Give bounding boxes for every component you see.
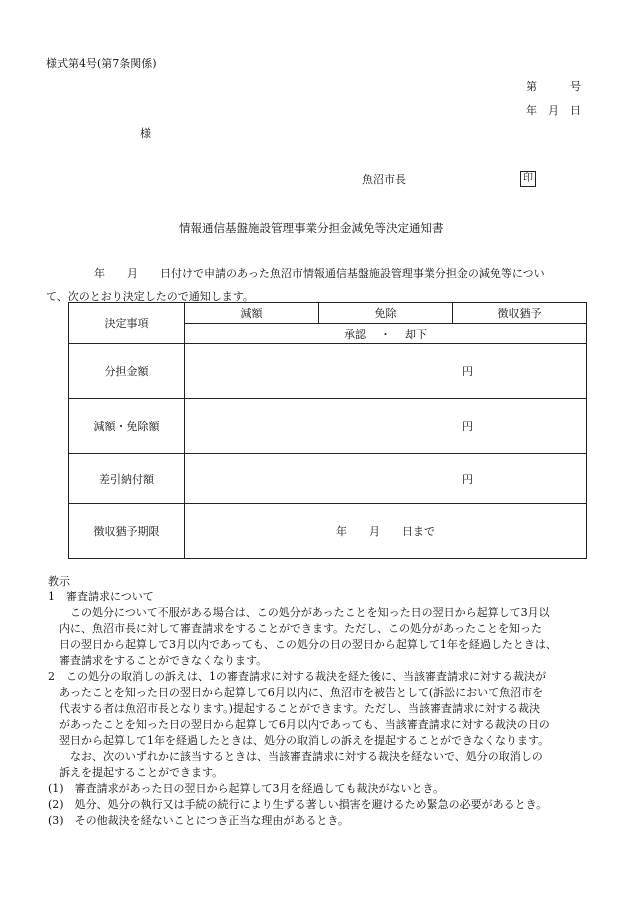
decision-label-cell: [69, 303, 185, 344]
body-text-line-1: 年 月 日付けで申請のあった魚沼市情報通信基盤施設管理事業分担金の減免等につい: [94, 267, 545, 280]
row-label: 分担金額: [69, 344, 185, 399]
notes-heading: 教示: [48, 575, 70, 588]
table-row: [69, 454, 587, 504]
row-label: 徴収猶予期限: [69, 504, 185, 559]
issue-date: 年 月 日: [526, 104, 581, 117]
row-value: 円: [185, 344, 587, 399]
decision-table: [68, 302, 587, 559]
table-row: [69, 344, 587, 399]
issuer-name: 魚沼市長: [362, 173, 406, 186]
notes-line: 訴えを提起することができます。: [48, 766, 224, 779]
option-exemption: 免除: [319, 303, 453, 324]
notes-line: 日の翌日から起算して3月以内であっても、この処分の日の翌日から起算して1年を経過したときは、: [48, 638, 557, 651]
option-deferral: 徴収猶予: [453, 303, 587, 324]
notes-line: 代表する者は魚沼市長となります。)提起することができます。ただし、当該審査請求に対する裁決: [48, 702, 541, 715]
decision-label: 決定事項: [104, 317, 149, 330]
notes-line: 翌日から起算して1年を経過したときは、処分の取消しの訴えを提起することができなくなります。: [48, 734, 550, 747]
document-number: 第 号: [526, 80, 581, 93]
notes-line: 1 審査請求について: [48, 590, 154, 603]
row-value: 年 月 日まで: [185, 504, 587, 559]
notes-line: なお、次のいずれかに該当するときは、当該審査請求に対する裁決を経ないで、処分の取消しの: [48, 750, 543, 763]
addressee-suffix: 様: [140, 127, 151, 140]
row-label: 減額・免除額: [69, 399, 185, 454]
notes-line: (2) 処分、処分の執行又は手続の続行により生ずる著しい損害を避けるため緊急の必要があるとき。: [48, 798, 548, 811]
notes-line: (1) 審査請求があった日の翌日から起算して3月を経過しても裁決がないとき。: [48, 782, 445, 795]
result-reject: 却下: [405, 327, 427, 341]
row-value: 円: [185, 454, 587, 504]
table-row: [69, 504, 587, 559]
notes-line: があったことを知った日の翌日から起算して6月以内であっても、当該審査請求に対する裁決の日の: [48, 718, 550, 731]
notes-line: 審査請求をすることができなくなります。: [48, 654, 268, 667]
result-options-cell: [185, 324, 587, 344]
notes-line: この処分について不服がある場合は、この処分があったことを知った日の翌日から起算して3月以: [48, 606, 550, 619]
body-text-line-2: て、次のとおり決定したので通知します。: [46, 290, 254, 303]
result-approve: 承認: [344, 327, 366, 341]
table-row: [69, 399, 587, 454]
row-label: 差引納付額: [69, 454, 185, 504]
notes-line: (3) その他裁決を経ないことにつき正当な理由があるとき。: [48, 814, 349, 827]
result-separator: ・: [380, 327, 391, 341]
form-number: 様式第4号(第7条関係): [46, 57, 157, 70]
seal-mark: 印: [520, 171, 536, 187]
document-title: 情報通信基盤施設管理事業分担金減免等決定通知書: [179, 221, 444, 235]
notes-line: あったことを知った日の翌日から起算して6月以内に、魚沼市を被告として(訴訟において魚沼市を: [48, 686, 544, 699]
row-value: 円: [185, 399, 587, 454]
notes-line: 2 この処分の取消しの訴えは、1の審査請求に対する裁決を経た後に、当該審査請求に対する裁決が: [48, 670, 546, 683]
option-reduction: 減額: [185, 303, 319, 324]
notes-line: 内に、魚沼市長に対して審査請求をすることができます。ただし、この処分があったことを知った: [48, 622, 543, 635]
